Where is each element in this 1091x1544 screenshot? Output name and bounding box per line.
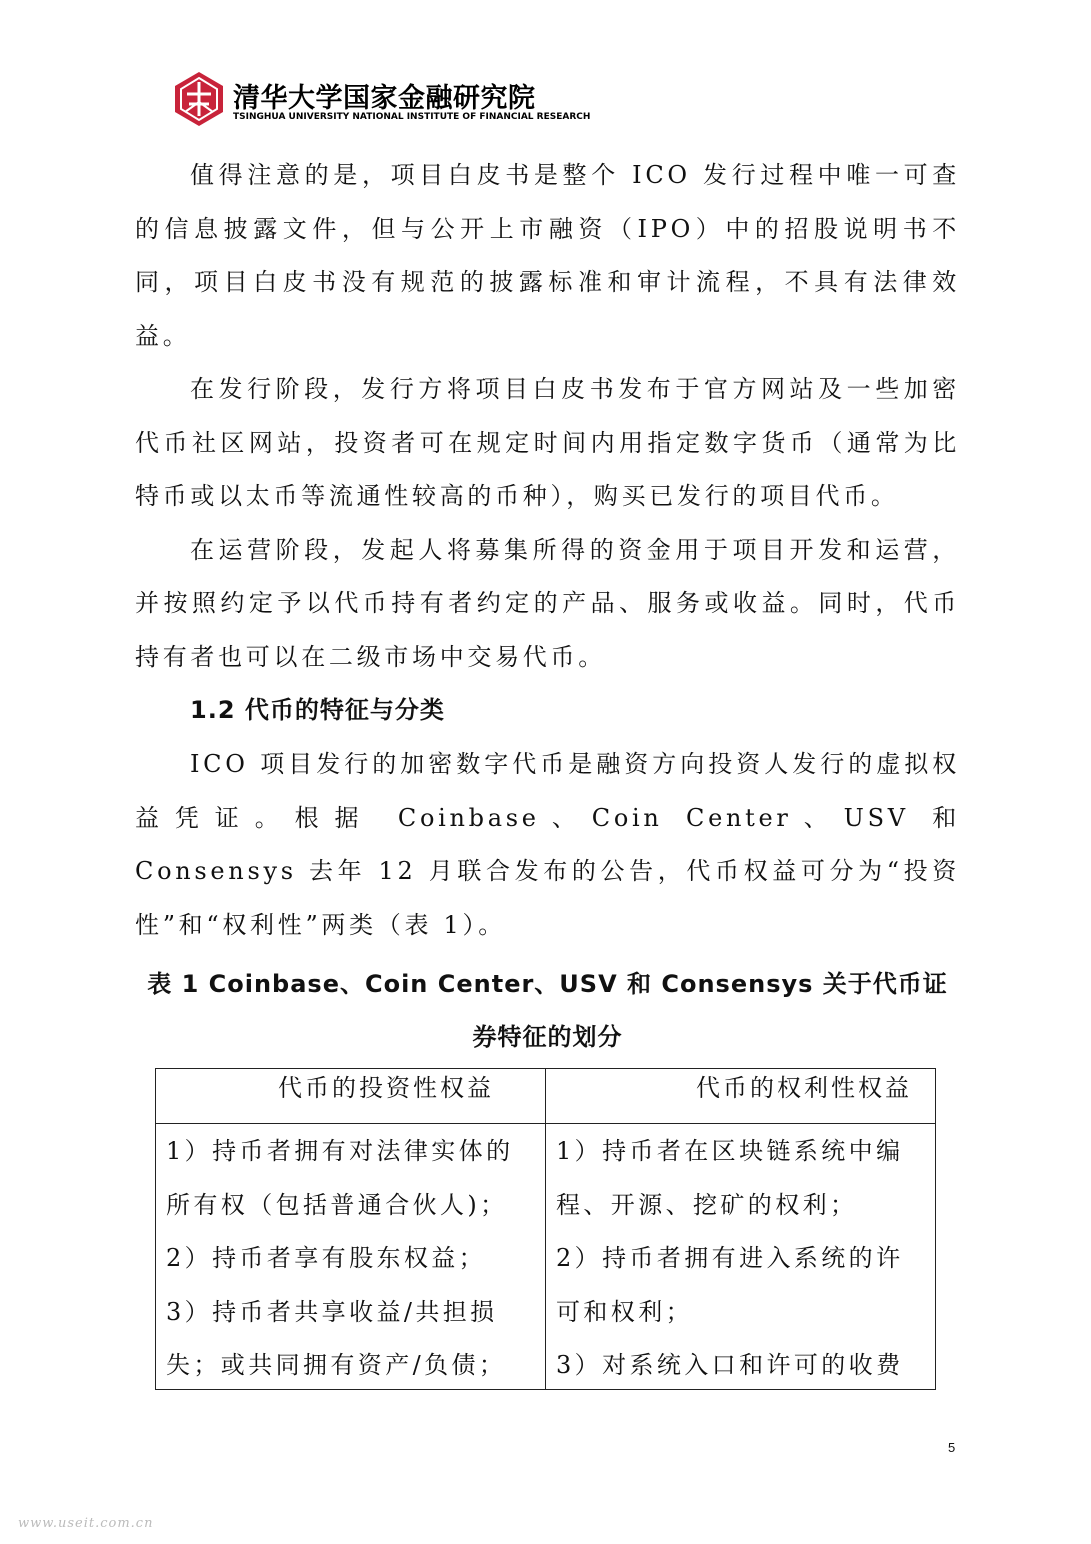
table-line: 程、开源、挖矿的权利； [556, 1190, 858, 1219]
table-header-divider [156, 1123, 935, 1124]
table-header-rights: 代币的权利性权益 [696, 1074, 912, 1102]
table-line: 3）对系统入口和许可的收费 [556, 1351, 904, 1379]
section-text-block [135, 738, 960, 952]
table-cell-rights [556, 1125, 916, 1393]
table-line: 可和权利； [556, 1297, 693, 1326]
paragraph-issuance: 在发行阶段，发行方将项目白皮书发布于官方网站及一些加密代币社区网站，投资者可在规定时间内用指定数字货币（通常为比特币或以太币等流通性较高的币种），购买已发行的项目代币。 [135, 375, 960, 510]
table-header-investment: 代币的投资性权益 [278, 1074, 494, 1102]
table-line: 2）持币者享有股东权益； [166, 1244, 487, 1272]
watermark: www.useit.com.cn [18, 1516, 154, 1531]
paragraph-token-classification: ICO 项目发行的加密数字代币是融资方向投资人发行的虚拟权益凭证。根据 Coinbase、Coin Center、USV 和 Consensys 去年 12 月联合发布的公告，代币权益可分为“投资性”和“权利性”两类（表 1）。 [135, 750, 960, 939]
table-cell-investment [166, 1125, 526, 1393]
table-column-divider [545, 1069, 546, 1389]
institution-name-en: TSINGHUA UNIVERSITY NATIONAL INSTITUTE OF FINANCIAL RESEARCH [233, 112, 591, 122]
section-heading: 1.2 代币的特征与分类 [190, 696, 445, 724]
table-line: 2）持币者拥有进入系统的许 [556, 1244, 904, 1272]
table-line: 失；或共同拥有资产/负债； [166, 1351, 507, 1379]
table-line: 3）持币者共享收益/共担损 [166, 1297, 498, 1326]
page-header [175, 72, 595, 128]
table-line: 1）持币者拥有对法律实体的 [166, 1137, 514, 1165]
paragraph-whitepaper: 值得注意的是，项目白皮书是整个 ICO 发行过程中唯一可查的信息披露文件，但与公开上市融资（IPO）中的招股说明书不同，项目白皮书没有规范的披露标准和审计流程，不具有法律效益。 [135, 161, 960, 350]
body-text-block [135, 149, 960, 684]
institution-name-cn: 清华大学国家金融研究院 [233, 83, 536, 114]
institute-logo-icon [175, 72, 223, 126]
table-line: 所有权（包括普通合伙人)； [166, 1190, 508, 1219]
page-number: 5 [948, 1440, 956, 1455]
token-rights-table [155, 1068, 936, 1390]
table-caption: 表 1 Coinbase、Coin Center、USV 和 Consensys 关于代币证券特征的划分 [147, 970, 948, 1051]
paragraph-operation: 在运营阶段，发起人将募集所得的资金用于项目开发和运营，并按照约定予以代币持有者约定的产品、服务或收益。同时，代币持有者也可以在二级市场中交易代币。 [135, 535, 960, 671]
table-line: 1）持币者在区块链系统中编 [556, 1137, 904, 1165]
